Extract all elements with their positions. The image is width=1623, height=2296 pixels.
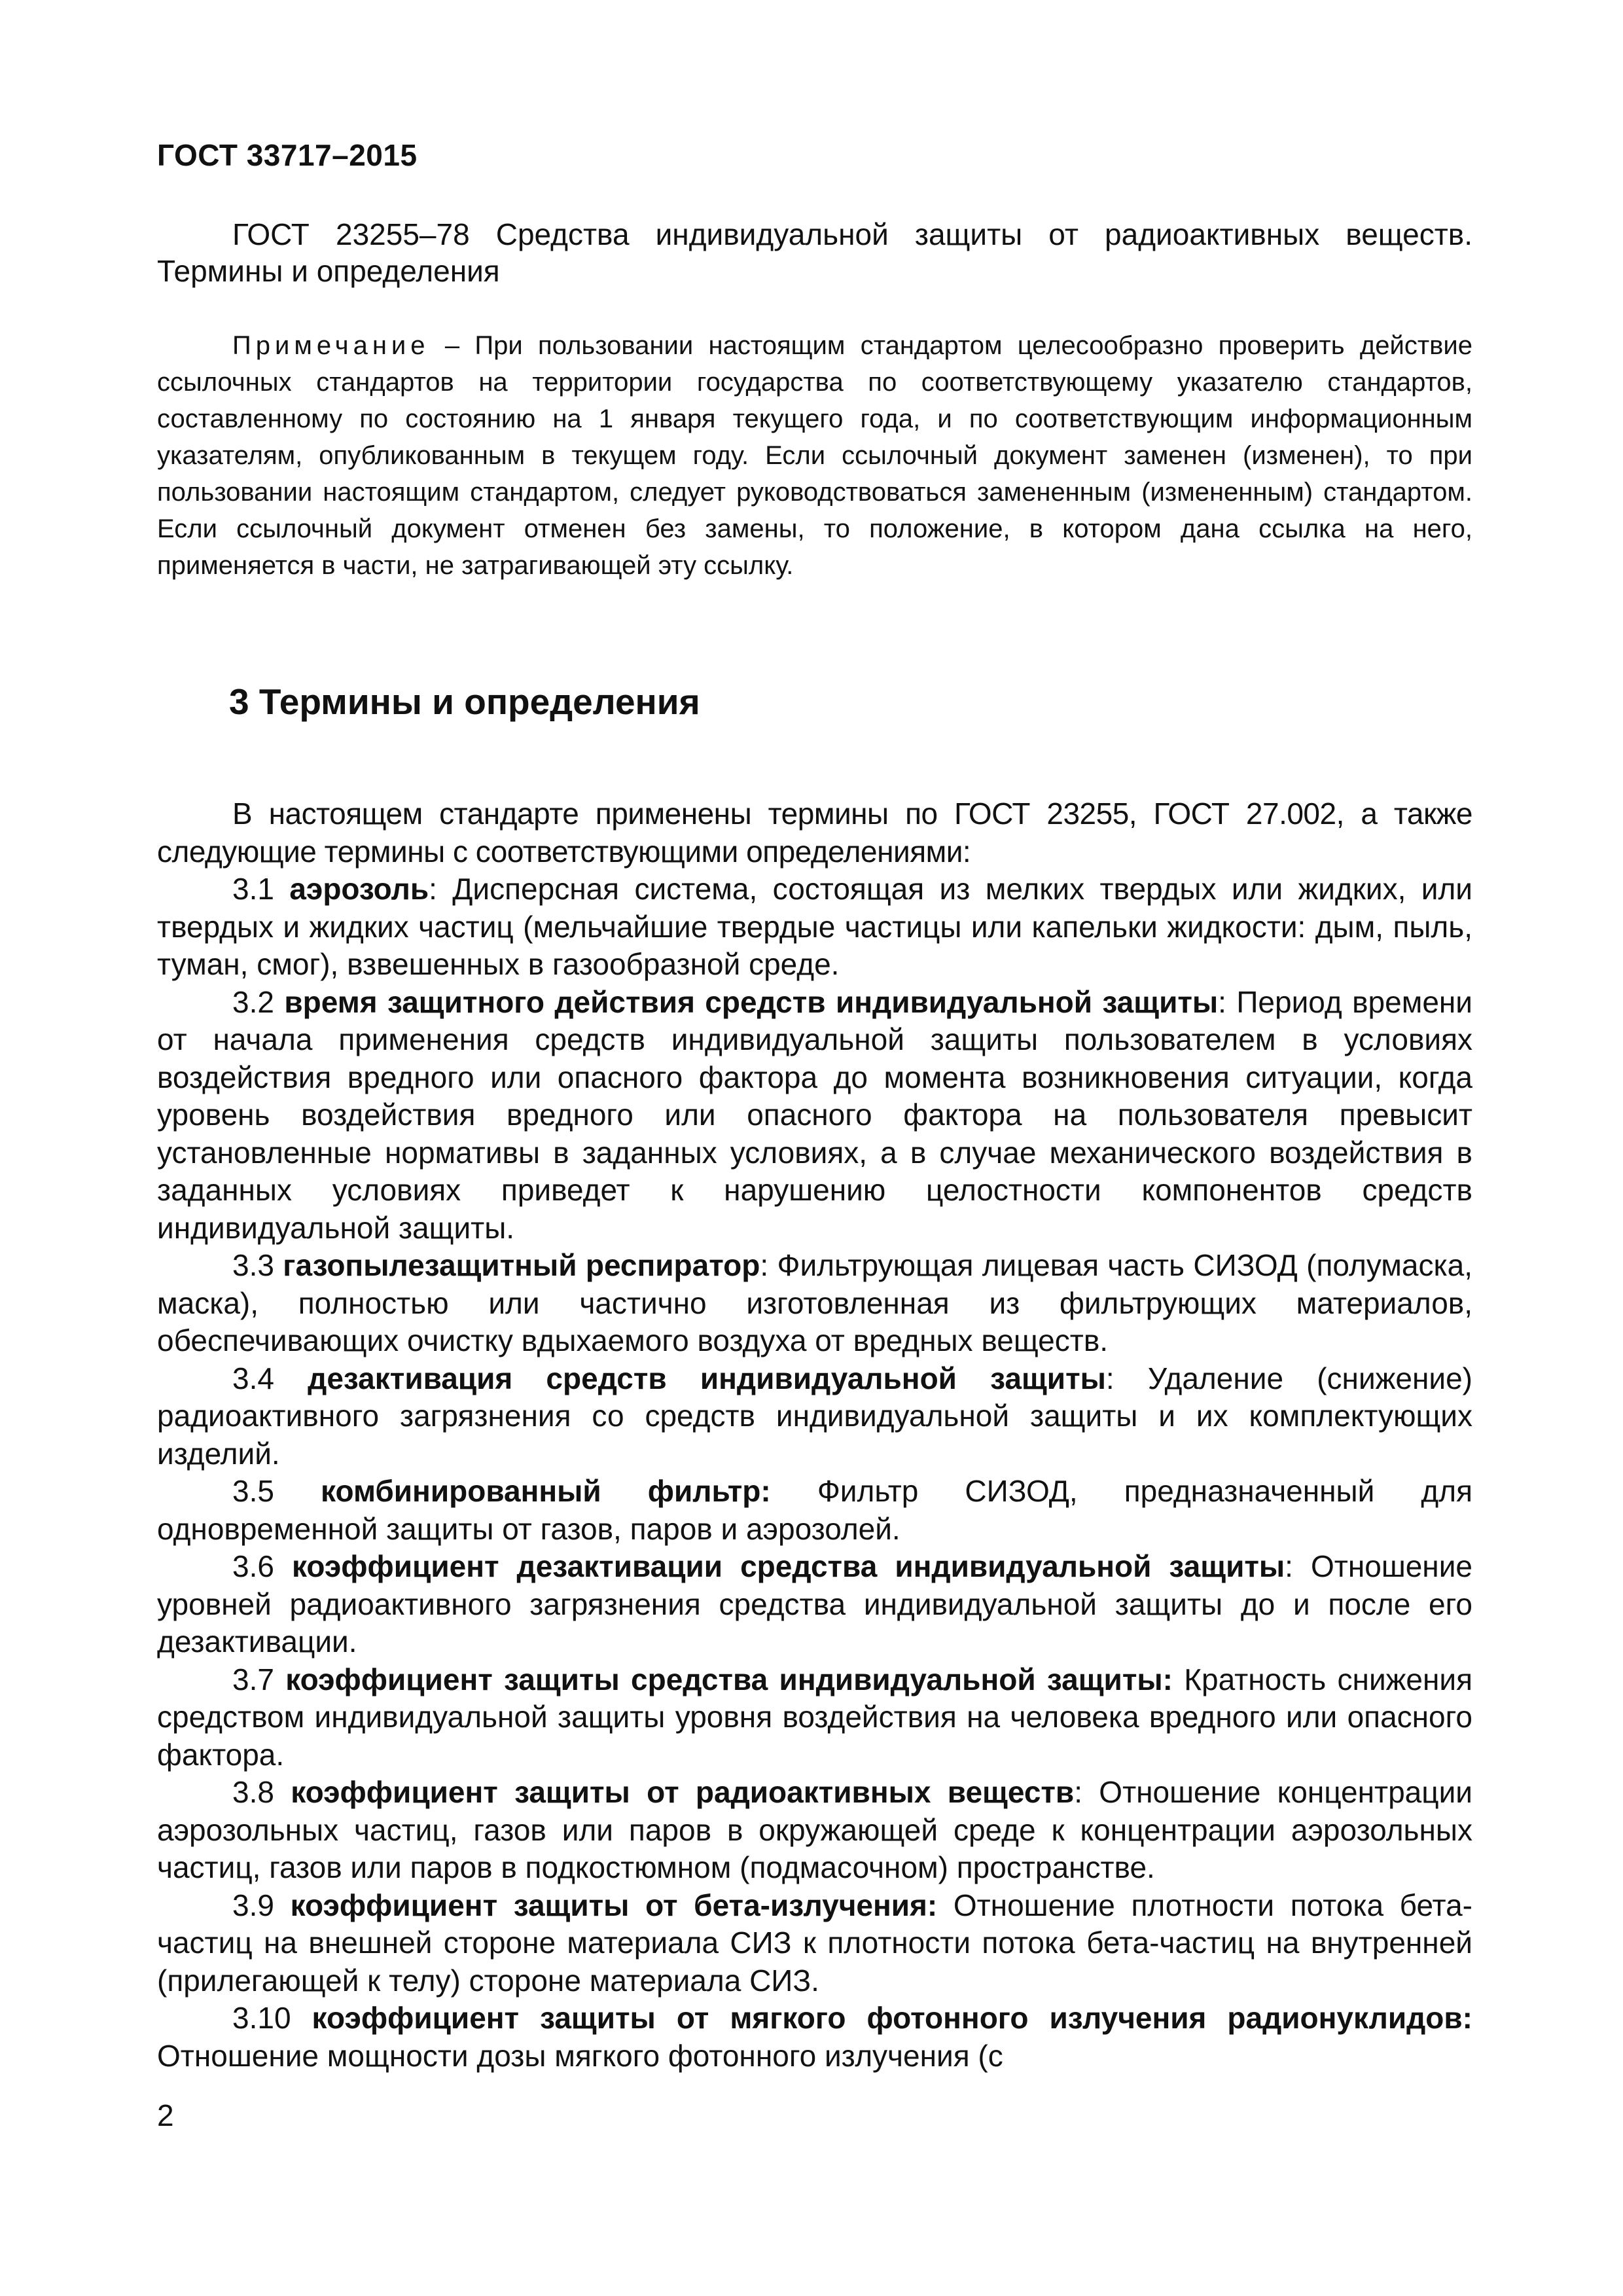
terms-section-body xyxy=(157,795,1472,2075)
term-separator: : xyxy=(760,1248,777,1282)
term-entry xyxy=(157,1774,1472,1887)
term-entry xyxy=(157,1247,1472,1360)
term-number: 3.3 xyxy=(232,1248,283,1282)
term-separator xyxy=(937,1888,954,1922)
term-name: коэффициент защиты от радиоактивных веществ xyxy=(291,1775,1075,1809)
term-entry xyxy=(157,1360,1472,1473)
term-definition: Отношение уровней радиоактивного загрязнения средства индивидуальной защиты до и после его дезактивации. xyxy=(157,1549,1472,1659)
normative-reference: ГОСТ 23255–78 Средства индивидуальной защиты от радиоактивных веществ. Термины и определения xyxy=(157,217,1472,288)
term-number: 3.10 xyxy=(232,2001,312,2035)
term-separator: : xyxy=(1105,1361,1148,1395)
term-entry xyxy=(157,1661,1472,1774)
term-separator: : xyxy=(429,872,453,906)
term-separator xyxy=(771,1474,817,1508)
term-name: коэффициент защиты средства индивидуальной защиты: xyxy=(285,1662,1173,1696)
term-entry xyxy=(157,1548,1472,1661)
term-number: 3.2 xyxy=(232,984,285,1019)
term-definition: Период времени от начала применения средств индивидуальной защиты пользователем в условиях воздействия вредного или опасного фактора до момента возникновения ситуации, когда уровень воздействия вредного или опасного фактора на пользователя превысит установленные нормативы в заданных условиях, а в случае механического воздействия в заданных условиях приведет к нарушению целостности компонентов средств индивидуальной защиты. xyxy=(157,984,1472,1245)
term-name: коэффициент защиты от бета-излучения: xyxy=(290,1888,938,1922)
term-entry xyxy=(157,870,1472,984)
term-entry xyxy=(157,1473,1472,1548)
term-name: дезактивация средств индивидуальной защиты xyxy=(308,1361,1106,1395)
term-definition: Фильтр СИЗОД, предназначенный для одновременной защиты от газов, паров и аэрозолей. xyxy=(157,1474,1472,1546)
term-definition: Кратность снижения средством индивидуальной защиты уровня воздействия на человека вредного или опасного фактора. xyxy=(157,1662,1473,1772)
term-definition: Отношение концентрации аэрозольных частиц, газов или паров в окружающей среде к концентрации аэрозольных частиц, газов или паров в подкостюмном (подмасочном) пространстве. xyxy=(157,1775,1473,1884)
note-text: При пользовании настоящим стандартом целесообразно проверить действие ссылочных стандартов на территории государства по соответствующему указателю стандартов, составленному по состоянию на 1 января текущего года, и по соответствующим информационным указателям, опубликованным в текущем году. Если ссылочный документ заменен (изменен), то при пользовании настоящим стандартом, следует руководствоваться замененным (измененным) стандартом. Если ссылочный документ отменен без замены, то положение, в котором дана ссылка на него, применяется в части, не затрагивающей эту ссылку. xyxy=(157,331,1472,580)
term-entry xyxy=(157,984,1472,1247)
term-number: 3.4 xyxy=(232,1361,308,1395)
term-name: газопылезащитный респиратор xyxy=(283,1248,760,1282)
term-definition: Отношение мощности дозы мягкого фотонного излучения (с xyxy=(157,2038,1003,2073)
term-number: 3.9 xyxy=(232,1888,291,1922)
term-number: 3.6 xyxy=(232,1549,292,1583)
document-code-header: ГОСТ 33717–2015 xyxy=(157,138,418,172)
term-entry xyxy=(157,1887,1472,2000)
page-number: 2 xyxy=(157,2098,174,2132)
term-number: 3.5 xyxy=(232,1474,321,1508)
section-title: 3 Термины и определения xyxy=(229,681,700,722)
note-dash: – xyxy=(429,331,475,360)
term-name: комбинированный фильтр: xyxy=(321,1474,771,1508)
term-separator: : xyxy=(1285,1549,1311,1583)
term-name: коэффициент защиты от мягкого фотонного излучения радионуклидов: xyxy=(312,2001,1472,2035)
document-page xyxy=(157,0,1472,2296)
reference-note xyxy=(157,327,1472,584)
term-definition: Удаление (снижение) радиоактивного загрязнения со средств индивидуальной защиты и их комплектующих изделий. xyxy=(157,1361,1472,1471)
term-name: коэффициент дезактивации средства индивидуальной защиты xyxy=(291,1549,1285,1583)
term-separator xyxy=(1173,1662,1184,1696)
term-definition: Фильтрующая лицевая часть СИЗОД (полумаска, маска), полностью или частично изготовленная из фильтрующих материалов, обеспечивающих очистку вдыхаемого воздуха от вредных веществ. xyxy=(157,1248,1473,1357)
term-separator: : xyxy=(1218,984,1237,1019)
term-separator: : xyxy=(1074,1775,1099,1809)
section-intro: В настоящем стандарте применены термины по ГОСТ 23255, ГОСТ 27.002, а также следующие термины с соответствующими определениями: xyxy=(157,797,1472,869)
term-definition: Отношение плотности потока бета-частиц на внешней стороне материала СИЗ к плотности потока бета-частиц на внутренней (прилегающей к телу) стороне материала СИЗ. xyxy=(157,1888,1472,1998)
term-number: 3.7 xyxy=(232,1662,286,1696)
term-name: аэрозоль xyxy=(289,872,429,906)
term-number: 3.8 xyxy=(232,1775,291,1809)
term-entry xyxy=(157,2000,1472,2075)
note-label: Примечание xyxy=(232,331,430,360)
term-definition: Дисперсная система, состоящая из мелких твердых или жидких, или твердых и жидких частиц (мельчайшие твердые частицы или капельки жидкости: дым, пыль, туман, смог), взвешенных в газообразной среде. xyxy=(157,872,1472,981)
term-number: 3.1 xyxy=(232,872,290,906)
term-name: время защитного действия средств индивидуальной защиты xyxy=(284,984,1219,1019)
